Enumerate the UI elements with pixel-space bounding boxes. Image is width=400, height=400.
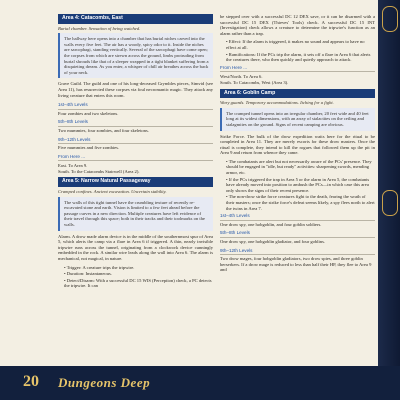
area4-level-label-2: 5th–8th Levels <box>58 118 213 127</box>
decorative-border-right <box>378 0 400 400</box>
area4-level-text-2: Two mummies, four zombies, and four skeletons. <box>58 127 149 133</box>
book-title: Dungeons Deep <box>58 375 151 390</box>
area5-links <box>220 74 375 85</box>
area6-level-label-1: 1st–4th Levels <box>220 212 375 221</box>
right-column <box>220 14 375 275</box>
area5-read-aloud-box: The walls of this tight tunnel have the crumbling texture of recently re-excavated stone and earth. Vision is limited to a few feet ahead before the passage curves in a new direction. Multiple creatures have left evidence of their travel through this space; both in their tracks and their toolmarks on the walls. <box>58 197 213 231</box>
area6-heading: Area 6: Goblin Camp <box>220 89 375 99</box>
area4-level-label-1: 1st–4th Levels <box>58 101 213 110</box>
area4-level-label-3: 9th–12th Levels <box>58 136 213 145</box>
area6-level-label-3: 9th–12th Levels <box>220 247 375 256</box>
area5-paragraph: Alarm. A drow made alarm device is in the middle of the southernmost spur of Area 5, which alerts the camp via a flare in Area 6 if triggered. A thin, nearly invisible tripwire runs across the tunnel, originating from a clockwork device cunningly embedded in the rock. A similar wire leads along the wall into Area 6. The alarm is mechanical, not magical, in nature. <box>58 233 213 261</box>
ornament-icon <box>382 190 398 216</box>
alarm-effect-bullet: • Effect: If the alarm is triggered, it makes no sound and appears to have no effect at all. <box>226 39 375 50</box>
area5-from-here: From Here ... <box>220 64 375 73</box>
area4-links <box>58 163 213 174</box>
area6-level-label-2: 5th–8th Levels <box>220 229 375 238</box>
area4-read-aloud-box: The hallway here opens into a chamber that has burial niches carved into the walls every five feet. The air has a woody, spicy odor to it. Inside the niches are sarcophagi, standing vertically. Several of the sarcophagi have come open; the corpses from which are strewn across the ground, limbs protruding from burial shrouds like that of a sleeper wrapped in a tight blanket suffering from a disquieting dream. As you enter, a whisper of chill air breathes across the back of your neck. <box>58 33 213 78</box>
ornament-icon <box>382 6 398 32</box>
area5-link-south: South. To Catacombs, West (Area 3). <box>220 79 289 85</box>
area6-level-text-3: Two drow mages, four hobgoblin gladiators, two drow spies, and three goblin berserkers. If a drow mage is reduced to less than half their HP, they flee to Area 9 and <box>220 256 372 273</box>
area5-bullet-2: • Duration: Instantaneous. <box>64 271 213 277</box>
area6-level-text-1: One drow spy, one hobgoblin, and four goblin soldiers. <box>220 221 322 227</box>
alarm-ramifications-bullet: • Ramifications: If the PCs trip the alarm, it sets off a flare in Area 6 that alerts the creatures there, who then quickly and quietly approach to attack. <box>226 52 375 63</box>
area4-level-text-1: Four zombies and two skeletons. <box>58 110 119 116</box>
area4-link-east: East. To Area 9. <box>58 163 88 169</box>
area4-level-text-3: Five mummies and five zombies. <box>58 145 120 151</box>
area4-paragraph: Grave Guild. The guild and one of his long-deceased Grymbles pieces, Simvid (see Area 11), has resurrected these corpses via foul necromantic magic. They attack any living creature that enters this room. <box>58 81 213 98</box>
area6-read-aloud-box: The cramped tunnel opens into an irregular chamber, 20 feet wide and 40 feet long at its widest dimensions, with an array of stalactites on the ceiling and stalagmites on the ground. Signs of recent camping are obvious. <box>220 108 375 131</box>
area5-link-west-north: West/North. To Area 6. <box>220 74 263 80</box>
area4-heading: Area 4: Catacombs, East <box>58 14 213 24</box>
area6-paragraph: Strike Force. The bulk of the drow expedition waits here for the ritual to be completed in Area 11. They are merely escorts for these drow masters. Once the ritual is complete, they intend to kill the rogues that followed them up the pit in Area 9 and return from whence they came. <box>220 133 375 156</box>
area4-from-here: From Here ... <box>58 153 213 162</box>
area4-subtitle: Burial chamber. Sensation of being watched. <box>58 25 141 31</box>
area5-subtitle: Cramped confines. Ancient excavation. Uncertain stability. <box>58 189 167 195</box>
area6-level-text-2: One drow spy, one hobgoblin gladiator, and four goblins. <box>220 239 326 244</box>
page-number: 20 <box>23 373 39 390</box>
area6-bullet-3: • The non-drow strike force creatures fight to the death, fearing the wrath of their masters; once the strike force's defeat seems likely, a spy flees north to alert the twins in Area 7. <box>226 194 375 211</box>
area6-bullet-1: • The combatants are alert but not necessarily aware of the PCs' presence. They should be engaged in "idle, but ready" activities: sharpening swords, mending armor, etc. <box>226 159 375 176</box>
area5-bullet-1: • Trigger: A creature trips the tripwire. <box>64 265 213 271</box>
footer-bar <box>0 366 400 400</box>
area5-heading: Area 5: Narrow Natural Passageway <box>58 177 213 187</box>
area6-subtitle: Wary guards. Temporary accommodations. Itching for a fight. <box>220 100 334 106</box>
area4-link-south: South. To the Catacombs Stairwell (Area 2). <box>58 168 140 174</box>
continued-paragraph: be stepped over with a successful DC 12 DEX save, or it can be disarmed with a successful DC 15 DEX (Thieves' Tools) check. A successful DC 15 INT (Investigation) check allows a creature to determine the tripwire's function as an alarm rather than a trap. <box>220 14 375 36</box>
area6-bullet-2: • If the PCs triggered the trap in Area 5 or the alarm in Area 5, the combatants have already moved into position to ambush the PCs—in which case this area only shows the signs of their recent presence. <box>226 177 375 194</box>
area5-bullet-3: • Detect/Disarm: With a successful DC 15 WIS (Perception) check, a PC detects the tripwire. It can <box>64 278 213 289</box>
left-column <box>58 14 213 290</box>
